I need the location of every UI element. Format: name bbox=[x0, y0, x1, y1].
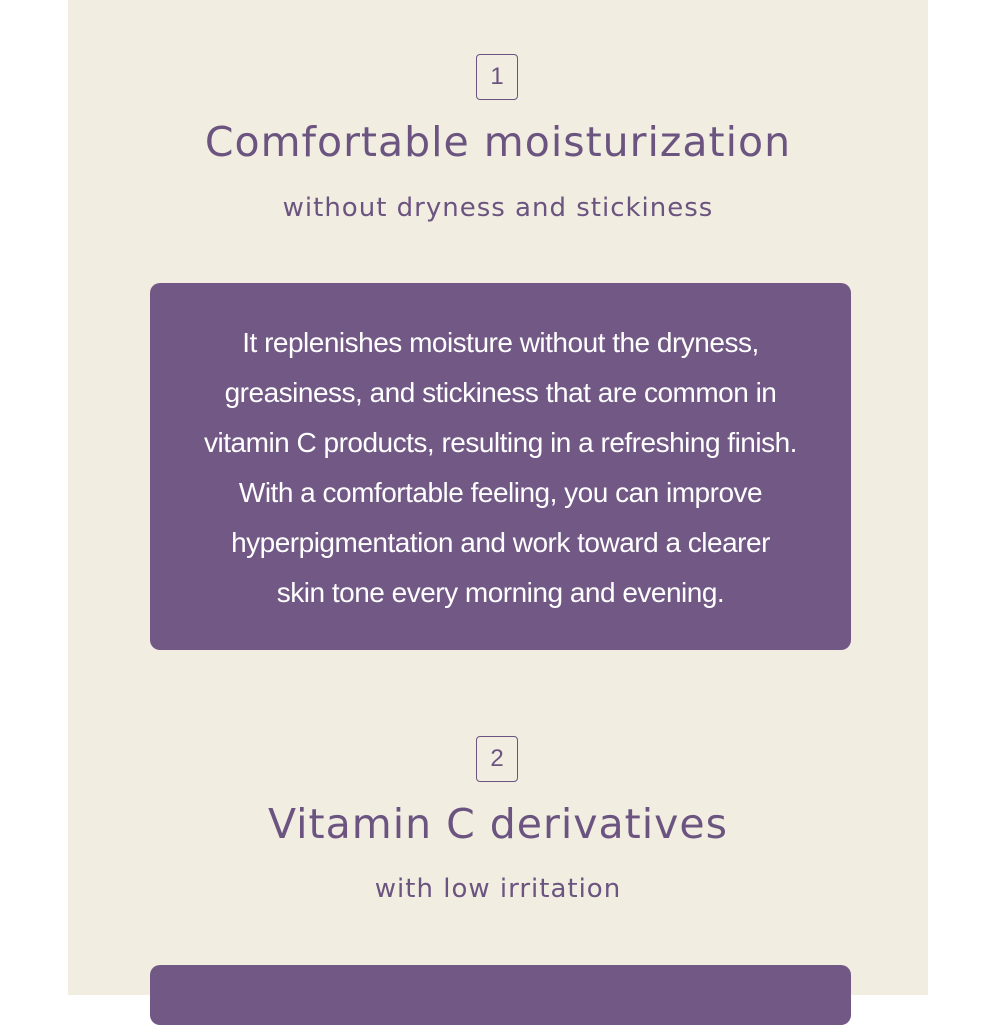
description-card bbox=[150, 965, 851, 1025]
section-number-badge: 2 bbox=[476, 736, 518, 782]
description-line: skin tone every morning and evening. bbox=[276, 577, 725, 608]
section-subtitle: with low irritation bbox=[374, 874, 622, 904]
section-title: Comfortable moisturization bbox=[204, 118, 792, 166]
description-line: It replenishes moisture without the dryness, bbox=[242, 327, 759, 358]
section-title: Vitamin C derivatives bbox=[268, 800, 728, 848]
description-line: hyperpigmentation and work toward a clearer bbox=[231, 527, 770, 558]
description-card bbox=[150, 283, 851, 650]
section-subtitle: without dryness and stickiness bbox=[282, 193, 714, 223]
section-number-badge: 1 bbox=[476, 54, 518, 100]
description-line: With a comfortable feeling, you can improve bbox=[238, 477, 763, 508]
description-line: greasiness, and stickiness that are common in bbox=[224, 377, 777, 408]
description-line: vitamin C products, resulting in a refreshing finish. bbox=[204, 427, 797, 458]
content-panel bbox=[68, 0, 928, 995]
